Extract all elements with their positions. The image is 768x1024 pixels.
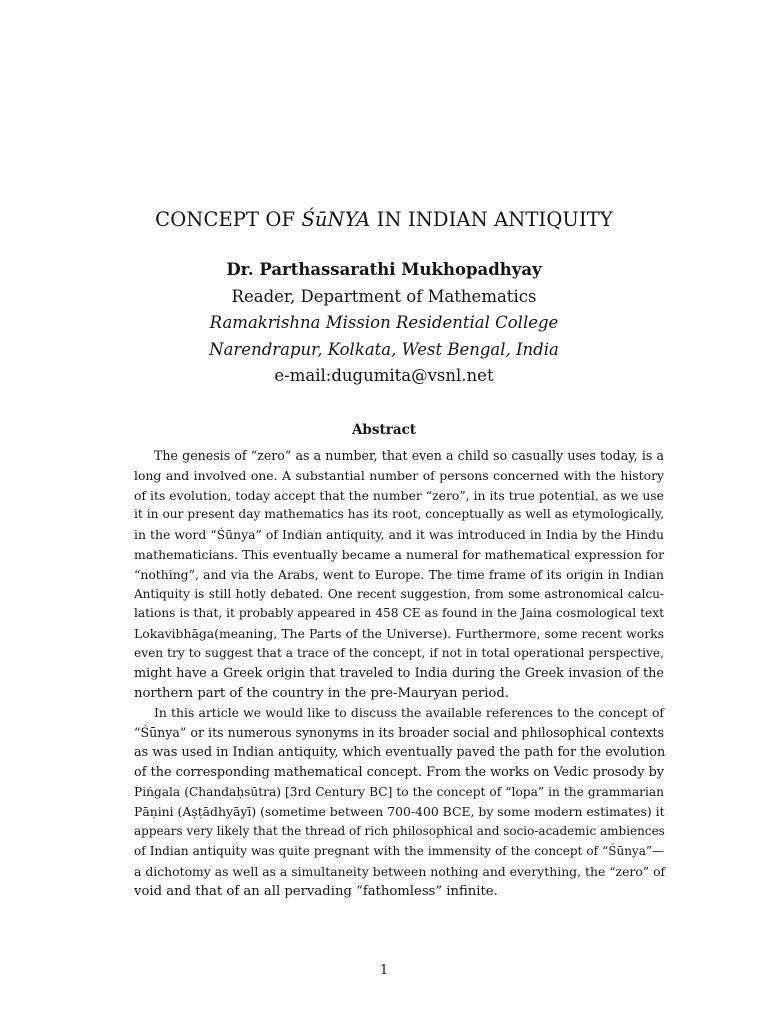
text-line: northern part of the country in the pre-Mauryan period. [134,685,509,701]
text-line: “Śūnya” or its numerous synonyms in its broader social and philosophical contexts [134,725,664,741]
text-line: might have a Greek origin that traveled to India during the Greek invasion of the [134,665,664,681]
text-line: void and that of an all pervading “fathomless” infinite. [134,883,498,899]
text-line: Piṅgala (Chandaḥsūtra) [3rd Century BC] to the concept of “lopa” in the grammarian [134,784,664,799]
title-prefix: CONCEPT OF [155,208,302,231]
text-line: of its evolution, today accept that the number “zero”, in its true potential, as we use [134,487,664,503]
text-line: appears very likely that the thread of rich philosophical and socio-academic ambiences [134,824,665,839]
author-email: e-mail:dugumita@vsnl.net [274,366,494,385]
text-line: The genesis of “zero” as a number, that even a child so casually uses today, is a [154,448,664,463]
text-line: in the word “Śūnya” of Indian antiquity, and it was introduced in India by the Hindu [134,527,664,543]
text-line: of Indian antiquity was quite pregnant with the immensity of the concept of “Śūnya”— [134,843,664,858]
text-line: lations is that, it probably appeared in 458 CE as found in the Jaina cosmological text [134,606,664,621]
paper-title [0,206,768,234]
page-number: 1 [379,963,389,978]
author-name: Dr. Parthassarathi Mukhopadhyay [226,260,542,279]
paragraph-2 [134,703,664,901]
text-line: as was used in Indian antiquity, which eventually paved the path for the evolution [134,744,666,760]
text-line: of the corresponding mathematical concept. From the works on Vedic prosody by [134,764,664,780]
author-institution: Ramakrishna Mission Residential College [209,313,559,332]
author-block [0,257,768,390]
text-line: long and involved one. A substantial number of persons concerned with the history [134,467,664,483]
text-line: “nothing”, and via the Arabs, went to Europe. The time frame of its origin in Indian [134,566,664,582]
author-position: Reader, Department of Mathematics [231,286,537,306]
author-location: Narendrapur, Kolkata, West Bengal, India [209,339,559,359]
text-line: In this article we would like to discuss the available references to the concept of [154,705,664,721]
title-suffix: IN INDIAN ANTIQUITY [370,208,613,231]
text-line: it in our present day mathematics has its root, conceptually as well as etymologically, [134,507,664,522]
text-line: a dichotomy as well as a simultaneity between nothing and everything, the “zero” of [134,863,666,879]
text-line: Antiquity is still hotly debated. One recent suggestion, from some astronomical calcu- [134,586,664,601]
title-italic-term: ŚūNYA [301,208,371,231]
paragraph-1 [134,446,664,703]
text-line: Lokavibhāga(meaning, The Parts of the Universe). Furthermore, some recent works [134,626,664,642]
abstract-body [134,446,664,901]
abstract-heading: Abstract [351,422,417,438]
text-line: even try to suggest that a trace of the concept, if not in total operational perspective, [134,645,664,660]
text-line: mathematicians. This eventually became a numeral for mathematical expression for [134,546,664,562]
text-line: Pāṇini (Aṣṭādhyāyī) (sometime between 700-400 BCE, by some modern estimates) it [134,804,665,820]
